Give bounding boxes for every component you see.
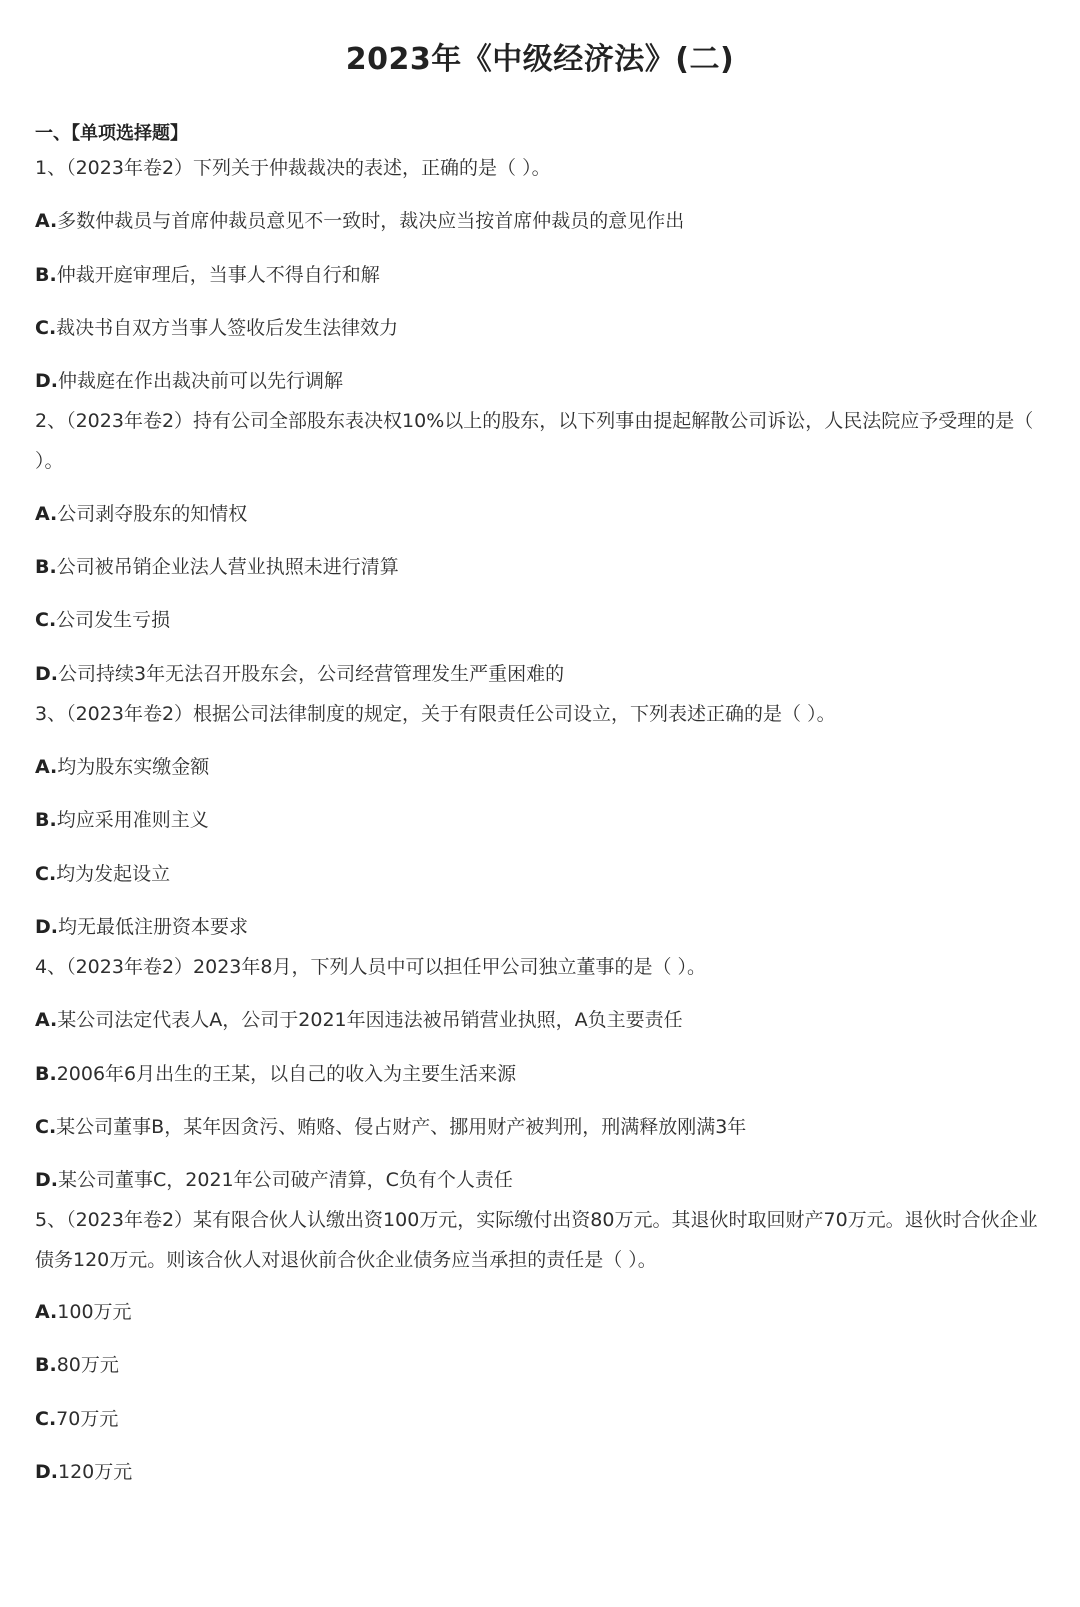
option-letter: A. xyxy=(35,756,58,778)
option-letter: D. xyxy=(35,916,58,938)
option-text: 均为发起设立 xyxy=(56,863,171,885)
option-text: 某公司董事C，2021年公司破产清算，C负有个人责任 xyxy=(58,1169,513,1191)
question-stem: 1、（2023年卷2）下列关于仲裁裁决的表述，正确的是（ ）。 xyxy=(35,157,551,179)
option-a[interactable] xyxy=(35,209,684,233)
option-b[interactable] xyxy=(35,1062,516,1086)
option-letter: B. xyxy=(35,1063,57,1085)
option-c[interactable] xyxy=(35,608,170,632)
option-text: 均为股东实缴金额 xyxy=(57,756,210,778)
option-letter: D. xyxy=(35,1169,58,1191)
question-stem: 2、（2023年卷2）持有公司全部股东表决权10%以上的股东，以下列事由提起解散公司诉讼，人民法院应予受理的是（ ）。 xyxy=(35,410,1034,472)
option-letter: C. xyxy=(35,317,57,339)
option-text: 100万元 xyxy=(57,1301,132,1323)
option-c[interactable] xyxy=(35,862,170,886)
option-a[interactable] xyxy=(35,502,247,526)
option-letter: C. xyxy=(35,863,57,885)
question-stem: 5、（2023年卷2）某有限合伙人认缴出资100万元，实际缴付出资80万元。其退伙时取回财产70万元。退伙时合伙企业债务120万元。则该合伙人对退伙前合伙企业债务应当承担的责任是（ ）。 xyxy=(35,1209,1038,1271)
option-letter: C. xyxy=(35,609,57,631)
option-d[interactable] xyxy=(35,369,343,393)
option-d[interactable] xyxy=(35,1460,132,1484)
option-text: 80万元 xyxy=(56,1354,119,1376)
option-d[interactable] xyxy=(35,1168,513,1192)
option-letter: D. xyxy=(35,1461,58,1483)
option-letter: A. xyxy=(35,503,58,525)
option-c[interactable] xyxy=(35,1407,118,1431)
option-letter: A. xyxy=(35,210,58,232)
option-letter: B. xyxy=(35,556,57,578)
question-stem: 3、（2023年卷2）根据公司法律制度的规定，关于有限责任公司设立，下列表述正确的是（ ）。 xyxy=(35,703,836,725)
option-text: 公司发生亏损 xyxy=(56,609,171,631)
option-d[interactable] xyxy=(35,915,248,939)
option-letter: C. xyxy=(35,1116,57,1138)
option-text: 120万元 xyxy=(58,1461,133,1483)
option-text: 裁决书自双方当事人签收后发生法律效力 xyxy=(56,317,399,339)
option-text: 仲裁开庭审理后，当事人不得自行和解 xyxy=(56,264,380,286)
option-c[interactable] xyxy=(35,316,398,340)
option-letter: B. xyxy=(35,264,57,286)
option-letter: D. xyxy=(35,663,58,685)
option-text: 70万元 xyxy=(56,1408,119,1430)
option-text: 某公司董事B，某年因贪污、贿赂、侵占财产、挪用财产被判刑，刑满释放刚满3年 xyxy=(56,1116,747,1138)
option-a[interactable] xyxy=(35,755,209,779)
option-text: 均应采用准则主义 xyxy=(56,809,209,831)
option-text: 某公司法定代表人A，公司于2021年因违法被吊销营业执照，A负主要责任 xyxy=(57,1009,683,1031)
option-text: 公司剥夺股东的知情权 xyxy=(57,503,248,525)
option-text: 公司被吊销企业法人营业执照未进行清算 xyxy=(56,556,399,578)
option-letter: D. xyxy=(35,370,58,392)
question-stem: 4、（2023年卷2）2023年8月，下列人员中可以担任甲公司独立董事的是（ ）。 xyxy=(35,956,707,978)
option-b[interactable] xyxy=(35,263,380,287)
option-text: 仲裁庭在作出裁决前可以先行调解 xyxy=(58,370,344,392)
option-letter: B. xyxy=(35,809,57,831)
option-b[interactable] xyxy=(35,555,399,579)
option-text: 多数仲裁员与首席仲裁员意见不一致时，裁决应当按首席仲裁员的意见作出 xyxy=(57,210,685,232)
page-title: 2023年《中级经济法》(二) xyxy=(345,42,735,77)
option-letter: A. xyxy=(35,1301,58,1323)
option-letter: A. xyxy=(35,1009,58,1031)
option-c[interactable] xyxy=(35,1115,746,1139)
option-a[interactable] xyxy=(35,1008,683,1032)
option-d[interactable] xyxy=(35,662,564,686)
option-text: 2006年6月出生的王某，以自己的收入为主要生活来源 xyxy=(56,1063,517,1085)
section-heading: 一、【单项选择题】 xyxy=(35,123,188,144)
option-b[interactable] xyxy=(35,1353,119,1377)
option-letter: C. xyxy=(35,1408,57,1430)
option-a[interactable] xyxy=(35,1300,132,1324)
option-text: 均无最低注册资本要求 xyxy=(58,916,249,938)
option-letter: B. xyxy=(35,1354,57,1376)
option-text: 公司持续3年无法召开股东会，公司经营管理发生严重困难的 xyxy=(58,663,565,685)
option-b[interactable] xyxy=(35,808,209,832)
